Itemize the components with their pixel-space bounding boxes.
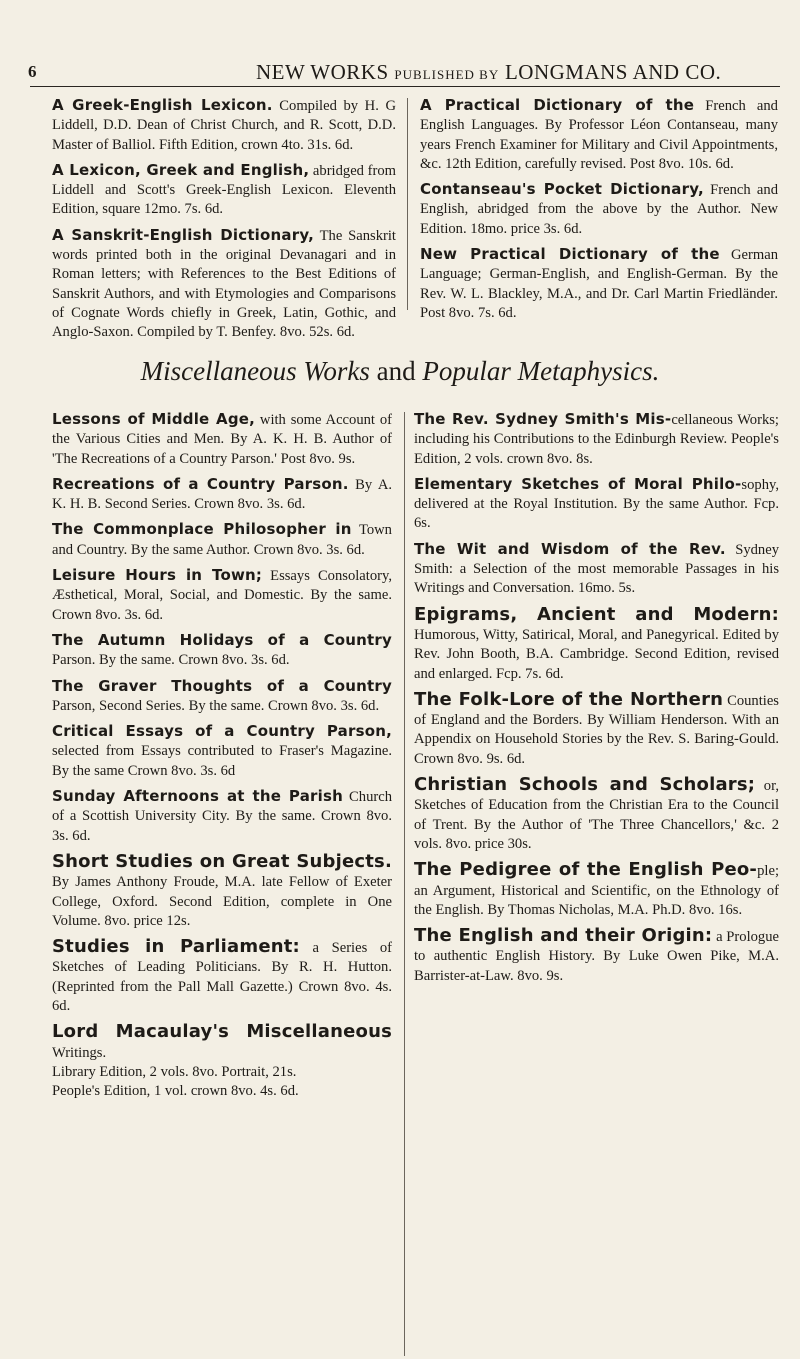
catalogue-entry	[414, 775, 779, 854]
catalogue-entry	[52, 937, 392, 1016]
entry-title: The Folk-Lore of the Northern	[414, 688, 724, 710]
section-heading-part3: Popular Metaphysics.	[422, 356, 660, 386]
entry-description: sophy, delivered at the Royal Institution. By the same Author. Fcp. 6s.	[414, 476, 779, 532]
column-divider-top	[407, 98, 408, 310]
entry-description: By A. K. H. B. Second Series. Crown 8vo. 3s. 6d.	[52, 476, 393, 513]
catalogue-entry	[52, 1022, 392, 1063]
entry-description: selected from Essays contributed to Fraser's Magazine. By the same Crown 8vo. 3s. 6d	[52, 743, 392, 779]
entry-title: Lessons of Middle Age,	[52, 410, 256, 428]
entry-title: The English and their Origin:	[414, 925, 713, 947]
page-number: 6	[28, 62, 37, 81]
running-head-end: LONGMANS AND CO.	[504, 60, 722, 84]
catalogue-entry	[52, 161, 396, 220]
entry-title: Critical Essays of a Country Parson,	[52, 722, 392, 741]
catalogue-entry	[420, 180, 778, 239]
entry-description: cellaneous Works; including his Contributions to the Edinburgh Review. People's Edition, 2 vols. crown 8vo. 8s.	[414, 412, 779, 467]
catalogue-entry	[52, 722, 392, 781]
bottom-right-column	[414, 410, 779, 992]
entry-description: Counties of England and the Borders. By William Henderson. With an Appendix on Household Stories by the Rev. S. Baring-Gould. Crown 8vo. 9s. 6d.	[414, 692, 779, 767]
catalogue-entry	[420, 245, 778, 323]
entry-title: Contanseau's Pocket Dictionary,	[420, 180, 704, 199]
entry-title: The Pedigree of the English Peo-	[414, 859, 758, 881]
catalogue-entry	[414, 540, 779, 599]
catalogue-entry	[414, 860, 779, 920]
entry-description: with some Account of the Various Cities and Men. By A. K. H. B. Author of 'The Recreations of a Country Parson.' Post 8vo. 9s.	[52, 412, 392, 467]
entry-title: Recreations of a Country Parson.	[52, 474, 349, 493]
page-header	[28, 44, 788, 84]
catalogue-entry	[52, 852, 392, 931]
header-rule	[30, 86, 780, 87]
section-heading	[0, 356, 800, 387]
entry-description: French and English Languages. By Professor Léon Contanseau, many years French Examiner for Military and Civil Appointments, &c. 12th Edition, carefully revised. Post 8vo. 10s. 6d.	[420, 98, 778, 172]
entry-title: A Practical Dictionary of the	[420, 96, 695, 114]
entry-description: French and English, abridged from the above by the Author. New Edition. 18mo. price 3s. 6d.	[420, 182, 778, 237]
running-head-main: NEW WORKS	[256, 60, 389, 84]
catalogue-entry	[52, 410, 392, 469]
catalogue-entry	[414, 926, 779, 986]
catalogue-entry	[414, 605, 779, 684]
entry-description: a Prologue to authentic English History. By Luke Owen Pike, M.A. Barrister-at-Law. 8vo. 9s.	[414, 929, 779, 984]
catalogue-entry	[414, 690, 779, 769]
entry-title: Sunday Afternoons at the Parish	[52, 787, 343, 806]
entry-description: Parson. By the same. Crown 8vo. 3s. 6d.	[52, 652, 290, 669]
entry-description: By James Anthony Froude, M.A. late Fellow of Exeter College, Oxford. Second Edition, complete in One Volume. 8vo. price 12s.	[52, 874, 392, 929]
entry-description: Humorous, Witty, Satirical, Moral, and Panegyrical. Edited by Rev. John Booth, B.A. Cambridge. Second Edition, revised and enlarged. Fcp. 7s. 6d.	[414, 626, 779, 682]
entry-description: Sydney Smith: a Selection of the most memorable Passages in his Writings and Conversation. 16mo. 5s.	[414, 541, 779, 597]
entry-title: Studies in Parliament:	[52, 936, 300, 958]
entry-title: A Sanskrit-English Dictionary,	[52, 225, 315, 244]
running-head-small: PUBLISHED BY	[394, 67, 500, 82]
entry-title: New Practical Dictionary of the	[420, 245, 720, 264]
catalogue-entry	[52, 1063, 392, 1082]
catalogue-entry	[52, 96, 396, 155]
entry-description: a Series of Sketches of Leading Politicians. By R. H. Hutton. (Reprinted from the Pall Mall Gazette.) Crown 8vo. 4s. 6d.	[52, 940, 393, 1015]
entry-description: Library Edition, 2 vols. 8vo. Portrait, 21s.	[52, 1063, 297, 1080]
entry-title: Elementary Sketches of Moral Philo-	[414, 474, 742, 493]
entry-description: Essays Consolatory, Æsthetical, Moral, Social, and Domestic. By the same. Crown 8vo. 3s. 6d.	[52, 568, 392, 623]
catalogue-entry	[414, 410, 779, 469]
entry-description: People's Edition, 1 vol. crown 8vo. 4s. 6d.	[52, 1083, 299, 1100]
catalogue-entry	[414, 475, 779, 534]
bottom-left-column	[52, 410, 392, 1108]
entry-title: Epigrams, Ancient and Modern:	[414, 603, 779, 625]
top-right-column	[420, 96, 778, 329]
catalogue-entry	[52, 677, 392, 717]
catalogue-entry	[52, 475, 392, 515]
entry-title: A Greek-English Lexicon.	[52, 96, 273, 114]
entry-title: The Commonplace Philosopher in	[52, 520, 352, 539]
section-heading-part1: Miscellaneous Works	[140, 356, 370, 386]
entry-description: or, Sketches of Education from the Christian Era to the Council of Trent. By the Author of 'The Three Chancellors,' &c. 2 vols. 8vo. price 30s.	[414, 778, 779, 852]
entry-title: The Autumn Holidays of a Country	[52, 630, 392, 649]
catalogue-entry	[52, 631, 392, 671]
entry-title: Lord Macaulay's Miscellaneous	[52, 1021, 392, 1043]
entry-title: A Lexicon, Greek and English,	[52, 160, 310, 179]
catalogue-entry	[52, 787, 392, 846]
entry-title: Leisure Hours in Town;	[52, 566, 263, 585]
entry-title: The Graver Thoughts of a Country	[52, 676, 392, 695]
catalogue-entry	[52, 226, 396, 343]
section-heading-part2: and	[369, 356, 423, 386]
entry-title: Christian Schools and Scholars;	[414, 774, 756, 796]
entry-title: Short Studies on Great Subjects.	[52, 850, 392, 872]
entry-description: abridged from Liddell and Scott's Greek-English Lexicon. Eleventh Edition, square 12mo. 7s. 6d.	[52, 162, 396, 218]
running-head	[256, 60, 721, 85]
catalogue-entry	[52, 1082, 392, 1101]
catalogue-entry	[52, 520, 392, 560]
entry-description: Town and Country. By the same Author. Crown 8vo. 3s. 6d.	[52, 522, 392, 558]
entry-description: Church of a Scottish University City. By the same. Crown 8vo. 3s. 6d.	[52, 789, 392, 844]
entry-description: The Sanskrit words printed both in the original Devanagari and in Roman letters; with References to the Best Editions of Sanskrit Authors, and with Etymologies and Comparisons of Cognate Words chiefly in Greek, Latin, Gothic, and Anglo-Saxon. Compiled by T. Benfey. 8vo. 52s. 6d.	[52, 227, 396, 341]
entry-description: Writings.	[52, 1044, 107, 1061]
entry-title: The Rev. Sydney Smith's Mis-	[414, 410, 672, 428]
top-left-column	[52, 96, 396, 349]
entry-description: Parson, Second Series. By the same. Crown 8vo. 3s. 6d.	[52, 697, 380, 714]
entry-title: The Wit and Wisdom of the Rev.	[414, 539, 726, 558]
entry-description: ple; an Argument, Historical and Scientific, on the Ethnology of the English. By Thomas Nicholas, M.A. Ph.D. 8vo. 16s.	[414, 863, 779, 918]
column-divider-bottom	[404, 412, 405, 1356]
catalogue-entry	[52, 566, 392, 625]
catalogue-entry	[420, 96, 778, 174]
entry-description: German Language; German-English, and English-German. By the Rev. W. L. Blackley, M.A., and Dr. Carl Martin Friedländer. Post 8vo. 7s. 6d.	[420, 247, 778, 321]
entry-description: Compiled by H. G Liddell, D.D. Dean of Christ Church, and R. Scott, D.D. Master of Balliol. Fifth Edition, crown 4to. 31s. 6d.	[52, 98, 396, 153]
